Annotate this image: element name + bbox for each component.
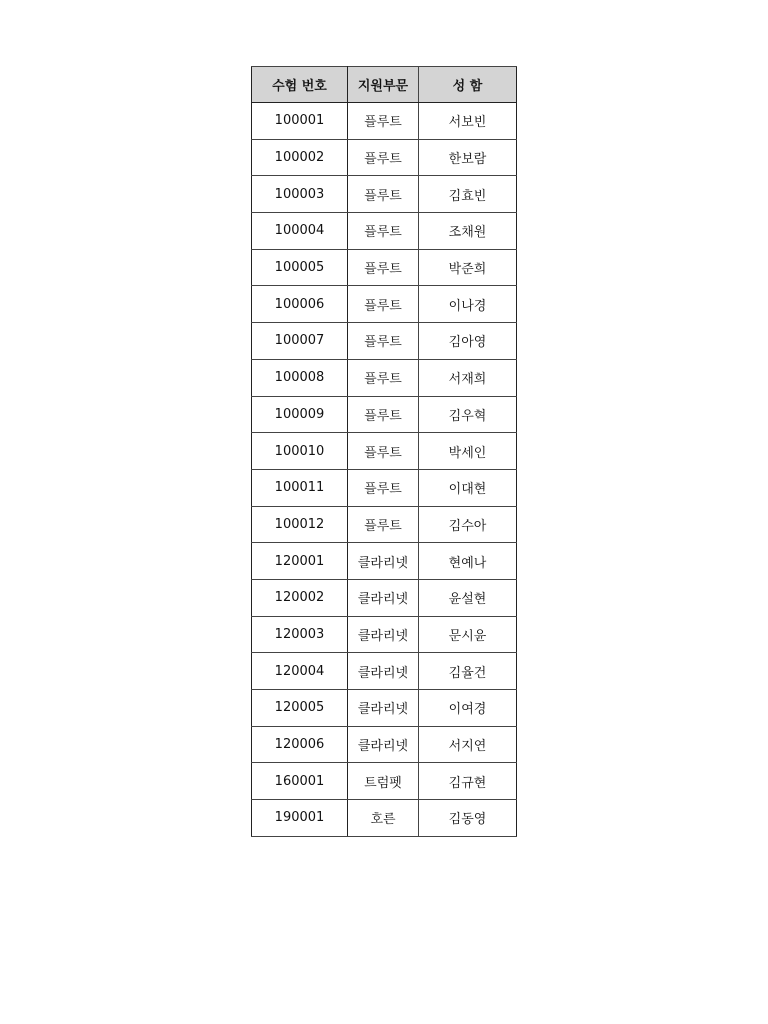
table-row (252, 213, 517, 250)
table-row (252, 579, 517, 616)
name-cell: 김동영 (419, 800, 517, 837)
applicant-table (251, 66, 517, 837)
division-cell: 플루트 (348, 176, 419, 213)
exam-number-cell: 100007 (252, 323, 348, 360)
name-cell: 윤설현 (419, 579, 517, 616)
division-cell: 플루트 (348, 396, 419, 433)
name-cell: 문시윤 (419, 616, 517, 653)
table-row (252, 726, 517, 763)
name-cell: 김아영 (419, 323, 517, 360)
table-row (252, 763, 517, 800)
division-cell: 클라리넷 (348, 579, 419, 616)
name-cell: 이나경 (419, 286, 517, 323)
division-cell: 플루트 (348, 469, 419, 506)
name-cell: 박세인 (419, 433, 517, 470)
division-cell: 플루트 (348, 286, 419, 323)
division-cell: 플루트 (348, 249, 419, 286)
table-row (252, 286, 517, 323)
name-cell: 박준희 (419, 249, 517, 286)
exam-number-cell: 100005 (252, 249, 348, 286)
header-name: 성 함 (419, 67, 517, 103)
division-cell: 호른 (348, 800, 419, 837)
table-row (252, 653, 517, 690)
division-cell: 플루트 (348, 213, 419, 250)
exam-number-cell: 120001 (252, 543, 348, 580)
table-row (252, 396, 517, 433)
division-cell: 플루트 (348, 139, 419, 176)
exam-number-cell: 100002 (252, 139, 348, 176)
exam-number-cell: 120003 (252, 616, 348, 653)
exam-number-cell: 120006 (252, 726, 348, 763)
division-cell: 클라리넷 (348, 726, 419, 763)
name-cell: 김효빈 (419, 176, 517, 213)
table-row (252, 543, 517, 580)
name-cell: 김우혁 (419, 396, 517, 433)
table-row (252, 616, 517, 653)
name-cell: 서재희 (419, 359, 517, 396)
exam-number-cell: 100003 (252, 176, 348, 213)
exam-number-cell: 120005 (252, 690, 348, 727)
name-cell: 서보빈 (419, 103, 517, 140)
table-row (252, 690, 517, 727)
exam-number-cell: 100006 (252, 286, 348, 323)
name-cell: 조채원 (419, 213, 517, 250)
table-row (252, 800, 517, 837)
exam-number-cell: 190001 (252, 800, 348, 837)
division-cell: 플루트 (348, 433, 419, 470)
header-division: 지원부문 (348, 67, 419, 103)
division-cell: 플루트 (348, 323, 419, 360)
table-header-row (252, 67, 517, 103)
division-cell: 클라리넷 (348, 543, 419, 580)
name-cell: 김규현 (419, 763, 517, 800)
table-row (252, 469, 517, 506)
name-cell: 한보람 (419, 139, 517, 176)
name-cell: 김수아 (419, 506, 517, 543)
exam-number-cell: 100009 (252, 396, 348, 433)
table-row (252, 433, 517, 470)
table-row (252, 249, 517, 286)
exam-number-cell: 160001 (252, 763, 348, 800)
division-cell: 트럼펫 (348, 763, 419, 800)
exam-number-cell: 100011 (252, 469, 348, 506)
exam-number-cell: 100008 (252, 359, 348, 396)
exam-number-cell: 100012 (252, 506, 348, 543)
name-cell: 이대현 (419, 469, 517, 506)
exam-number-cell: 100001 (252, 103, 348, 140)
table-row (252, 323, 517, 360)
table-row (252, 139, 517, 176)
name-cell: 김율건 (419, 653, 517, 690)
name-cell: 이여경 (419, 690, 517, 727)
division-cell: 플루트 (348, 103, 419, 140)
exam-number-cell: 100004 (252, 213, 348, 250)
division-cell: 플루트 (348, 506, 419, 543)
table-row (252, 176, 517, 213)
name-cell: 현예나 (419, 543, 517, 580)
table-row (252, 103, 517, 140)
exam-number-cell: 100010 (252, 433, 348, 470)
exam-number-cell: 120002 (252, 579, 348, 616)
division-cell: 클라리넷 (348, 616, 419, 653)
division-cell: 클라리넷 (348, 653, 419, 690)
name-cell: 서지연 (419, 726, 517, 763)
table-row (252, 506, 517, 543)
division-cell: 플루트 (348, 359, 419, 396)
exam-number-cell: 120004 (252, 653, 348, 690)
header-exam-number: 수험 번호 (252, 67, 348, 103)
table-row (252, 359, 517, 396)
division-cell: 클라리넷 (348, 690, 419, 727)
